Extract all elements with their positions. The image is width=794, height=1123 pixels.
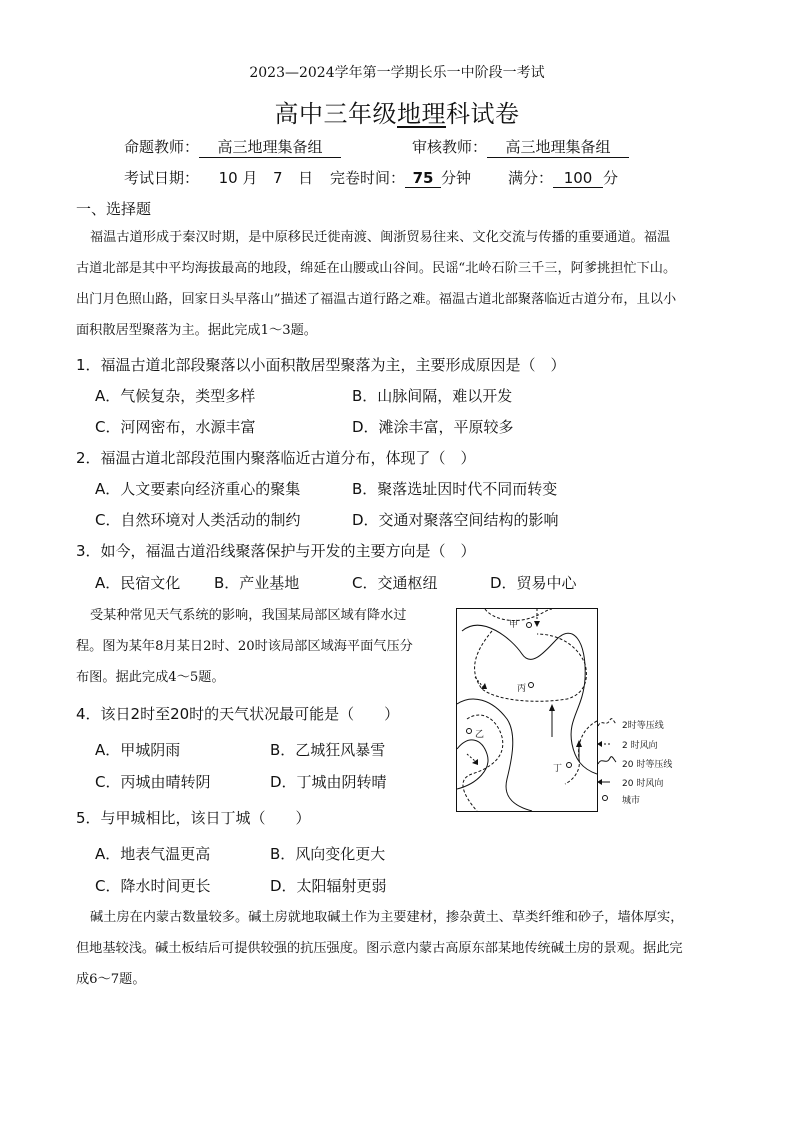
legend-symbols xyxy=(596,716,618,806)
wind-arrow-20h-2 xyxy=(576,740,582,747)
q5-option-d[interactable]: D．太阳辐射更弱 xyxy=(270,877,387,895)
q4-option-a[interactable]: A．甲城阴雨 xyxy=(95,741,181,759)
q4-option-b[interactable]: B．乙城狂风暴雪 xyxy=(270,741,386,759)
pressure-map xyxy=(456,608,598,812)
legend-wind-20h-icon xyxy=(597,779,602,785)
q3-stem: 3．如今，福温古道沿线聚落保护与开发的主要方向是（ ） xyxy=(76,542,476,560)
wind-arrow-2h-1 xyxy=(534,621,540,627)
city-jia-marker xyxy=(527,623,532,628)
score-value: 100 xyxy=(553,169,603,188)
proposer-label: 命题教师： xyxy=(124,138,200,156)
section-title: 一、选择题 xyxy=(76,200,152,218)
title-grade: 高中三年级 xyxy=(274,100,397,128)
q3-option-d[interactable]: D．贸易中心 xyxy=(490,574,577,592)
q4-option-d[interactable]: D．丁城由阴转晴 xyxy=(270,773,387,791)
duration-line xyxy=(330,167,471,188)
city-ding-label: 丁 xyxy=(553,764,563,774)
isobar-20h-3 xyxy=(457,740,488,789)
isobar-2h-1 xyxy=(485,609,552,621)
q2-option-c[interactable]: C．自然环境对人类活动的制约 xyxy=(95,511,301,529)
title-subject: 地理 xyxy=(397,100,446,128)
passage1-line2: 古道北部是其中平均海拔最高的地段，绵延在山腰或山谷间。民谣“北岭石阶三千三，阿爹挑担忙下山。 xyxy=(76,261,677,276)
q4-stem: 4．该日2时至20时的天气状况最可能是（ ） xyxy=(76,705,400,723)
city-ding-marker xyxy=(567,763,572,768)
score-unit: 分 xyxy=(603,169,619,187)
duration-unit: 分钟 xyxy=(441,169,472,187)
passage2-line3: 布图。据此完成4～5题。 xyxy=(76,670,225,685)
passage3-line1: 碱土房在内蒙古数量较多。碱土房就地取碱土作为主要建材，掺杂黄土、草类纤维和砂子，墙体厚实， xyxy=(90,910,684,925)
q1-option-a[interactable]: A．气候复杂，类型多样 xyxy=(95,387,256,405)
q1-option-b[interactable]: B．山脉间隔，难以开发 xyxy=(352,387,513,405)
isobar-2h-2 xyxy=(475,631,587,701)
reviewer-value: 高三地理集备组 xyxy=(487,136,629,158)
q5-option-c[interactable]: C．降水时间更长 xyxy=(95,877,211,895)
duration-value: 75 xyxy=(405,169,441,188)
passage3-line3: 成6～7题。 xyxy=(76,972,146,987)
city-bing-label: 丙 xyxy=(517,684,527,694)
date-month-unit: 月 xyxy=(242,169,258,187)
date-day: 7 xyxy=(273,169,283,187)
legend-wind-2h-icon xyxy=(597,741,602,747)
title-suffix: 科试卷 xyxy=(446,100,520,128)
q3-option-b[interactable]: B．产业基地 xyxy=(214,574,300,592)
passage3-line2: 但地基较浅。碱土板结后可提供较强的抗压强度。图示意内蒙古高原东部某地传统碱土房的景观。据此完 xyxy=(76,941,683,956)
wind-arrow-20h-1 xyxy=(549,704,555,711)
score-line xyxy=(508,167,618,188)
passage1-line3: 出门月色照山路，回家日头早落山”描述了福温古道行路之难。福温古道北部聚落临近古道分布，且以小 xyxy=(76,292,677,307)
legend-isobar-20h-icon xyxy=(598,757,616,764)
legend-city-icon xyxy=(603,796,608,801)
proposer-value: 高三地理集备组 xyxy=(199,136,341,158)
reviewer-line xyxy=(412,136,629,158)
reviewer-label: 审核教师： xyxy=(412,138,488,156)
legend-city: 城市 xyxy=(622,796,641,806)
q3-option-a[interactable]: A．民宿文化 xyxy=(95,574,181,592)
pressure-map-drawing xyxy=(457,609,597,811)
score-label: 满分： xyxy=(508,169,554,187)
wind-arrow-2h-3 xyxy=(472,759,478,765)
q1-option-c[interactable]: C．河网密布，水源丰富 xyxy=(95,418,256,436)
legend-wind-20h: 20 时风向 xyxy=(622,779,664,789)
q5-option-a[interactable]: A．地表气温更高 xyxy=(95,845,211,863)
passage2-line1: 受某种常见天气系统的影响，我国某局部区域有降水过 xyxy=(90,608,407,623)
page-title xyxy=(0,94,794,129)
q2-option-d[interactable]: D．交通对聚落空间结构的影响 xyxy=(352,511,559,529)
legend-isobar-2h: 2时等压线 xyxy=(622,721,664,731)
legend-wind-2h: 2 时风向 xyxy=(622,741,658,751)
date-line xyxy=(124,167,313,188)
q5-option-b[interactable]: B．风向变化更大 xyxy=(270,845,386,863)
city-bing-marker xyxy=(529,683,534,688)
date-day-unit: 日 xyxy=(298,169,314,187)
isobar-20h-1 xyxy=(462,625,597,774)
q1-option-d[interactable]: D．滩涂丰富，平原较多 xyxy=(352,418,514,436)
city-yi-label: 乙 xyxy=(475,730,485,740)
q2-stem: 2．福温古道北部段范围内聚落临近古道分布，体现了（ ） xyxy=(76,449,476,467)
passage1-line1: 福温古道形成于秦汉时期，是中原移民迁徙南渡、闽浙贸易往来、文化交流与传播的重要通道。福温 xyxy=(90,230,671,245)
q3-option-c[interactable]: C．交通枢纽 xyxy=(352,574,438,592)
q2-option-b[interactable]: B．聚落选址因时代不同而转变 xyxy=(352,480,558,498)
q4-option-c[interactable]: C．丙城由晴转阴 xyxy=(95,773,211,791)
date-month: 10 xyxy=(218,169,238,187)
q1-stem: 1．福温古道北部段聚落以小面积散居型聚落为主，主要形成原因是（ ） xyxy=(76,356,566,374)
passage1-line4: 面积散居型聚落为主。据此完成1～3题。 xyxy=(76,323,317,338)
q5-stem: 5．与甲城相比，该日丁城（ ） xyxy=(76,809,311,827)
duration-label: 完卷时间： xyxy=(330,169,406,187)
passage2-line2: 程。图为某年8月某日2时、20时该局部区域海平面气压分 xyxy=(76,639,413,654)
city-jia-label: 甲 xyxy=(509,620,519,630)
date-label: 考试日期： xyxy=(124,169,200,187)
legend-isobar-20h: 20 时等压线 xyxy=(622,760,673,770)
city-yi-marker xyxy=(467,729,472,734)
exam-title: 2023—2024学年第一学期长乐一中阶段一考试 xyxy=(249,65,545,81)
wind-arrow-2h-2 xyxy=(481,683,487,689)
proposer-line xyxy=(124,136,341,158)
isobar-2h-4 xyxy=(565,721,597,784)
map-legend xyxy=(596,716,706,806)
q2-option-a[interactable]: A．人文要素向经济重心的聚集 xyxy=(95,480,301,498)
legend-isobar-2h-icon xyxy=(598,719,616,726)
